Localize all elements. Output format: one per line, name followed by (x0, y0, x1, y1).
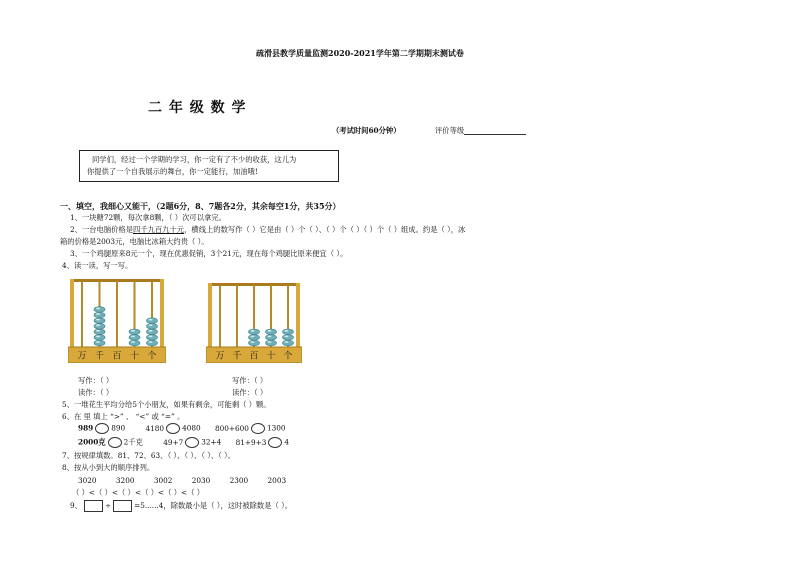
abacus-bead (283, 335, 294, 341)
abacus-bead-highlight (268, 330, 272, 332)
time-note: （考试时间60分钟） (332, 126, 401, 135)
abacus-rod (236, 285, 238, 347)
dividend-box[interactable] (84, 500, 103, 512)
abacus-place-label: 万 (77, 351, 87, 362)
abacus-place-label: 个 (283, 351, 293, 362)
question-6-row-1: 989 890 4180 4080 800+600 1300 (78, 423, 286, 433)
grade-field (435, 126, 526, 135)
question-8-numbers: 3020 3200 3002 2030 2300 2003 (78, 476, 287, 485)
compare-circle[interactable] (185, 437, 199, 448)
abacus-left-post (70, 279, 74, 347)
q2-underlined-number: 四千九百九十元 (133, 225, 185, 234)
abacus-bead-highlight (96, 330, 100, 332)
abacus-bead (147, 318, 158, 324)
abacus-place-label: 千 (94, 351, 105, 362)
abacus-place-label: 千 (232, 351, 242, 362)
abacus-bead (283, 340, 294, 346)
question-8-blanks[interactable]: （ ）<（ ）<（ ）<（ ）<（ ）<（ ） (72, 488, 205, 497)
abacus-bead (94, 335, 105, 341)
abacus-place-label: 百 (249, 351, 259, 362)
divisor-box[interactable] (113, 500, 132, 512)
abacus-bead (94, 323, 105, 329)
grade-label: 评价等级 (435, 126, 465, 135)
question-8: 8、按从小到大的顺序排列。 (62, 463, 155, 472)
divide-sign: ÷ (104, 501, 112, 510)
abacus-place-label: 十 (266, 351, 276, 362)
compare-circle[interactable] (95, 423, 109, 434)
abacus-bead-highlight (131, 341, 135, 343)
abacus-1 (68, 277, 166, 363)
abacus-place-label: 十 (129, 351, 140, 362)
abacus-bead (147, 340, 158, 346)
subject-title: 二 年 级 数 学 (148, 100, 247, 116)
abacus-bead (94, 312, 105, 318)
abacus-bead (249, 329, 260, 335)
abacus-bead-highlight (96, 341, 100, 343)
abacus-place-label: 万 (215, 351, 225, 362)
abacus-bead (129, 340, 140, 346)
abacus-bead-highlight (268, 341, 272, 343)
abacus-bead-highlight (96, 308, 100, 310)
grade-blank[interactable] (464, 126, 526, 135)
abacus-bead (94, 329, 105, 335)
abacus-bead-highlight (149, 336, 153, 338)
write-answer-2[interactable]: 写作：（ ） (232, 376, 268, 385)
abacus-bead (94, 307, 105, 313)
compare-circle[interactable] (251, 423, 265, 434)
abacus-place-label: 个 (147, 351, 157, 362)
read-answer-1[interactable]: 读作：（ ） (78, 388, 114, 397)
question-3: 3、一个鸡腿原来8元一个，现在优惠促销，3个21元，现在每个鸡腿比原来便宜（ ）。 (70, 249, 348, 258)
abacus-bead-highlight (96, 319, 100, 321)
abacus-bead-highlight (251, 330, 255, 332)
abacus-bead (147, 335, 158, 341)
compare-circle[interactable] (108, 437, 122, 448)
question-2-line1 (70, 225, 465, 234)
abacus-bead-highlight (149, 319, 153, 321)
q2-suffix: ，横线上的数写作（ ）它是由（ ）个（ ）、（ ）个（ ）（ ）个（ ）组成。约是（ ），冰 (184, 225, 466, 234)
abacus-right-post (160, 279, 164, 347)
question-1: 1、一块糖72颗，每次拿8颗，（ ）次可以拿完。 (70, 213, 226, 222)
abacus-bead-highlight (251, 341, 255, 343)
abacus-bead-highlight (131, 330, 135, 332)
abacus-bead (147, 323, 158, 329)
abacus-bead (147, 329, 158, 335)
abacus-bead-highlight (149, 324, 153, 326)
abacus-bead-highlight (149, 330, 153, 332)
notice-box (79, 150, 339, 182)
abacus-bead (266, 329, 277, 335)
abacus-bead-highlight (268, 336, 272, 338)
abacus-right-post (296, 283, 300, 347)
section1-heading: 一、填空，我细心又能干，（2题6分，8、7题各2分，其余每空1分，共35分） (60, 201, 341, 211)
abacus-2 (206, 281, 302, 363)
abacus-bead (266, 340, 277, 346)
notice-line-1: 同学们，经过一个学期的学习，你一定有了不少的收获，这儿为 (92, 155, 297, 164)
abacus-bead (266, 335, 277, 341)
abacus-bead (129, 329, 140, 335)
abacus-bead (94, 318, 105, 324)
compare-circle[interactable] (268, 437, 282, 448)
abacus-bead (249, 340, 260, 346)
question-2-line2: 箱的价格是2003元，电脑比冰箱大约贵（ ）。 (60, 237, 209, 246)
abacus-bead-highlight (131, 336, 135, 338)
abacus-bead (249, 335, 260, 341)
compare-circle[interactable] (166, 423, 180, 434)
question-4: 4、读一读，写一写。 (62, 261, 133, 270)
abacus-bead-highlight (96, 324, 100, 326)
exam-title: 疏滑县教学质量监测2020-2021学年第二学期期末测试卷 (256, 48, 464, 58)
question-5: 5、一堆花生平均分给5个小朋友，如果有剩余，可能剩（ ）颗。 (62, 400, 271, 409)
question-6-intro: 6、在 里 填上 “>” 、 “<” 或 “=” 。 (62, 412, 185, 421)
abacus-bead (283, 329, 294, 335)
abacus-rod (116, 281, 118, 347)
abacus-bead-highlight (251, 336, 255, 338)
question-7: 7、按规律填数。81、72、63、（ ）、（ ）、（ ）、（ ）。 (62, 451, 236, 460)
abacus-bead-highlight (96, 313, 100, 315)
question-6-row-2: 2000克 2千克 49+7 32+4 81+9+3 4 (78, 437, 290, 447)
abacus-bead-highlight (285, 336, 289, 338)
abacus-bead (129, 335, 140, 341)
abacus-rod (81, 281, 83, 347)
abacus-place-label: 百 (112, 351, 122, 362)
notice-line-2: 你提供了一个自我展示的舞台，你一定能行，加油哦! (87, 167, 258, 176)
write-answer-1[interactable]: 写作：（ ） (78, 376, 114, 385)
q2-prefix: 2、一台电脑价格是 (70, 225, 134, 234)
abacus-rod (219, 285, 221, 347)
question-9: 9、 ÷ =5......4，除数最小是（ ），这时被除数是（ ）。 (70, 501, 293, 510)
abacus-bead-highlight (285, 330, 289, 332)
abacus-bead-highlight (285, 341, 289, 343)
abacus-bead (94, 340, 105, 346)
read-answer-2[interactable]: 读作：（ ） (232, 388, 268, 397)
abacus-bead-highlight (149, 341, 153, 343)
abacus-bead-highlight (96, 336, 100, 338)
abacus-left-post (208, 283, 212, 347)
